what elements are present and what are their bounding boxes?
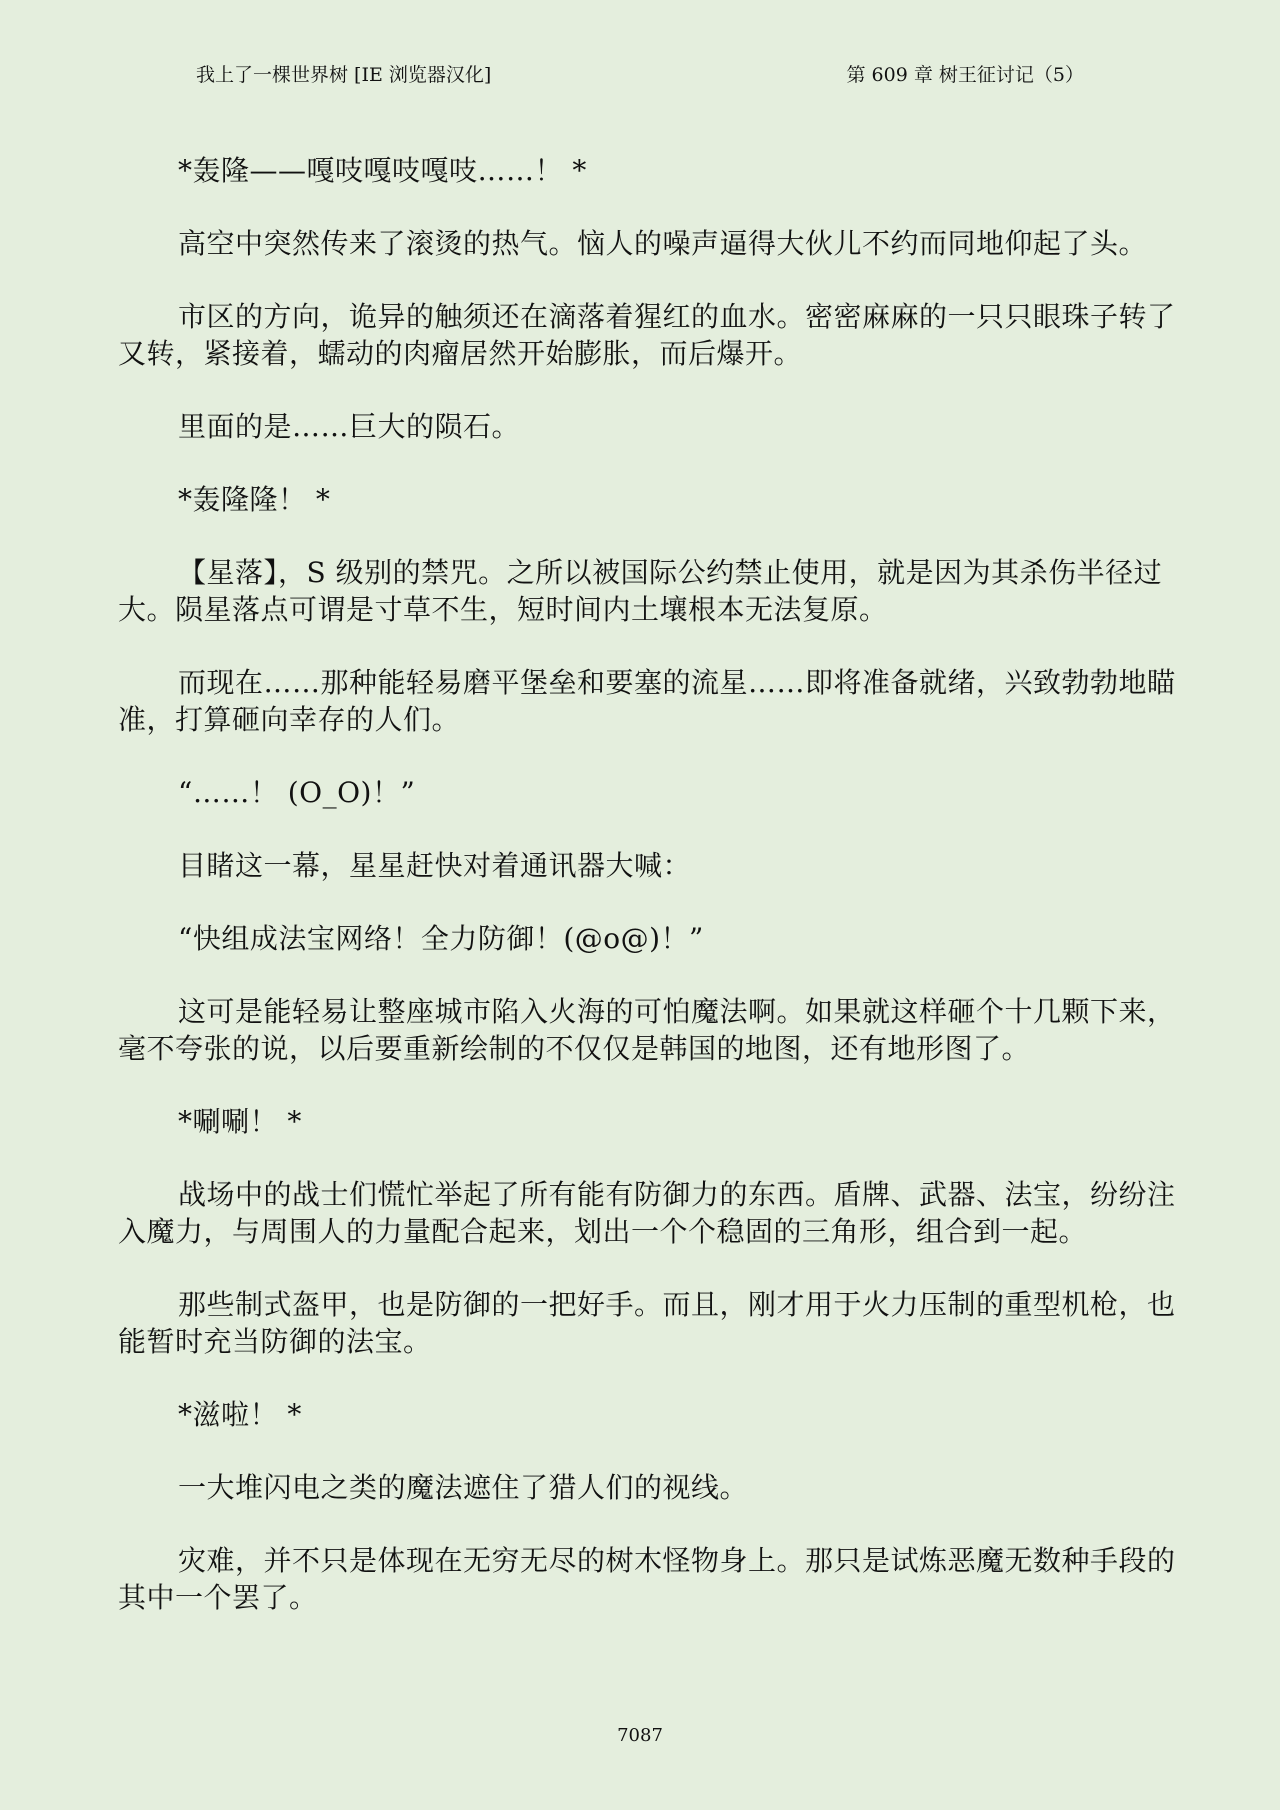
paragraph: 市区的方向，诡异的触须还在滴落着猩红的血水。密密麻麻的一只只眼珠子转了又转，紧接着，蠕动的肉瘤居然开始膨胀，而后爆开。 [118, 300, 1176, 370]
paragraph: 灾难，并不只是体现在无穷无尽的树木怪物身上。那只是试炼恶魔无数种手段的其中一个罢了。 [118, 1544, 1176, 1614]
chapter-title: 第 609 章 树王征讨记（5） [846, 64, 1084, 86]
book-title: 我上了一棵世界树 [IE 浏览器汉化] [196, 64, 492, 86]
paragraph: 里面的是……巨大的陨石。 [178, 410, 521, 443]
paragraph: “快组成法宝网络！全力防御！(@o@)！” [178, 922, 704, 955]
page-header [0, 60, 1280, 90]
paragraph: *轰隆——嘎吱嘎吱嘎吱……！ * [178, 154, 587, 187]
paragraph: 一大堆闪电之类的魔法遮住了猎人们的视线。 [178, 1471, 749, 1504]
paragraph: 而现在……那种能轻易磨平堡垒和要塞的流星……即将准备就绪，兴致勃勃地瞄准，打算砸向幸存的人们。 [118, 666, 1176, 736]
page-number: 7087 [617, 1725, 663, 1746]
chapter-body [118, 152, 1178, 1652]
paragraph: “……！ (O_O)！” [178, 776, 416, 809]
paragraph: 高空中突然传来了滚烫的热气。恼人的噪声逼得大伙儿不约而同地仰起了头。 [178, 227, 1148, 260]
paragraph: 这可是能轻易让整座城市陷入火海的可怕魔法啊。如果就这样砸个十几颗下来，毫不夸张的说，以后要重新绘制的不仅仅是韩国的地图，还有地形图了。 [118, 995, 1176, 1065]
paragraph: *唰唰！ * [178, 1105, 302, 1138]
paragraph: 目睹这一幕，星星赶快对着通讯器大喊： [178, 849, 692, 882]
paragraph: 【星落】，S 级别的禁咒。之所以被国际公约禁止使用，就是因为其杀伤半径过大。陨星落点可谓是寸草不生，短时间内土壤根本无法复原。 [118, 556, 1163, 626]
paragraph: *轰隆隆！ * [178, 483, 331, 516]
paragraph: 战场中的战士们慌忙举起了所有能有防御力的东西。盾牌、武器、法宝，纷纷注入魔力，与周围人的力量配合起来，划出一个个稳固的三角形，组合到一起。 [118, 1178, 1176, 1248]
paragraph: *滋啦！ * [178, 1398, 302, 1431]
paragraph: 那些制式盔甲，也是防御的一把好手。而且，刚才用于火力压制的重型机枪，也能暂时充当防御的法宝。 [118, 1288, 1176, 1358]
